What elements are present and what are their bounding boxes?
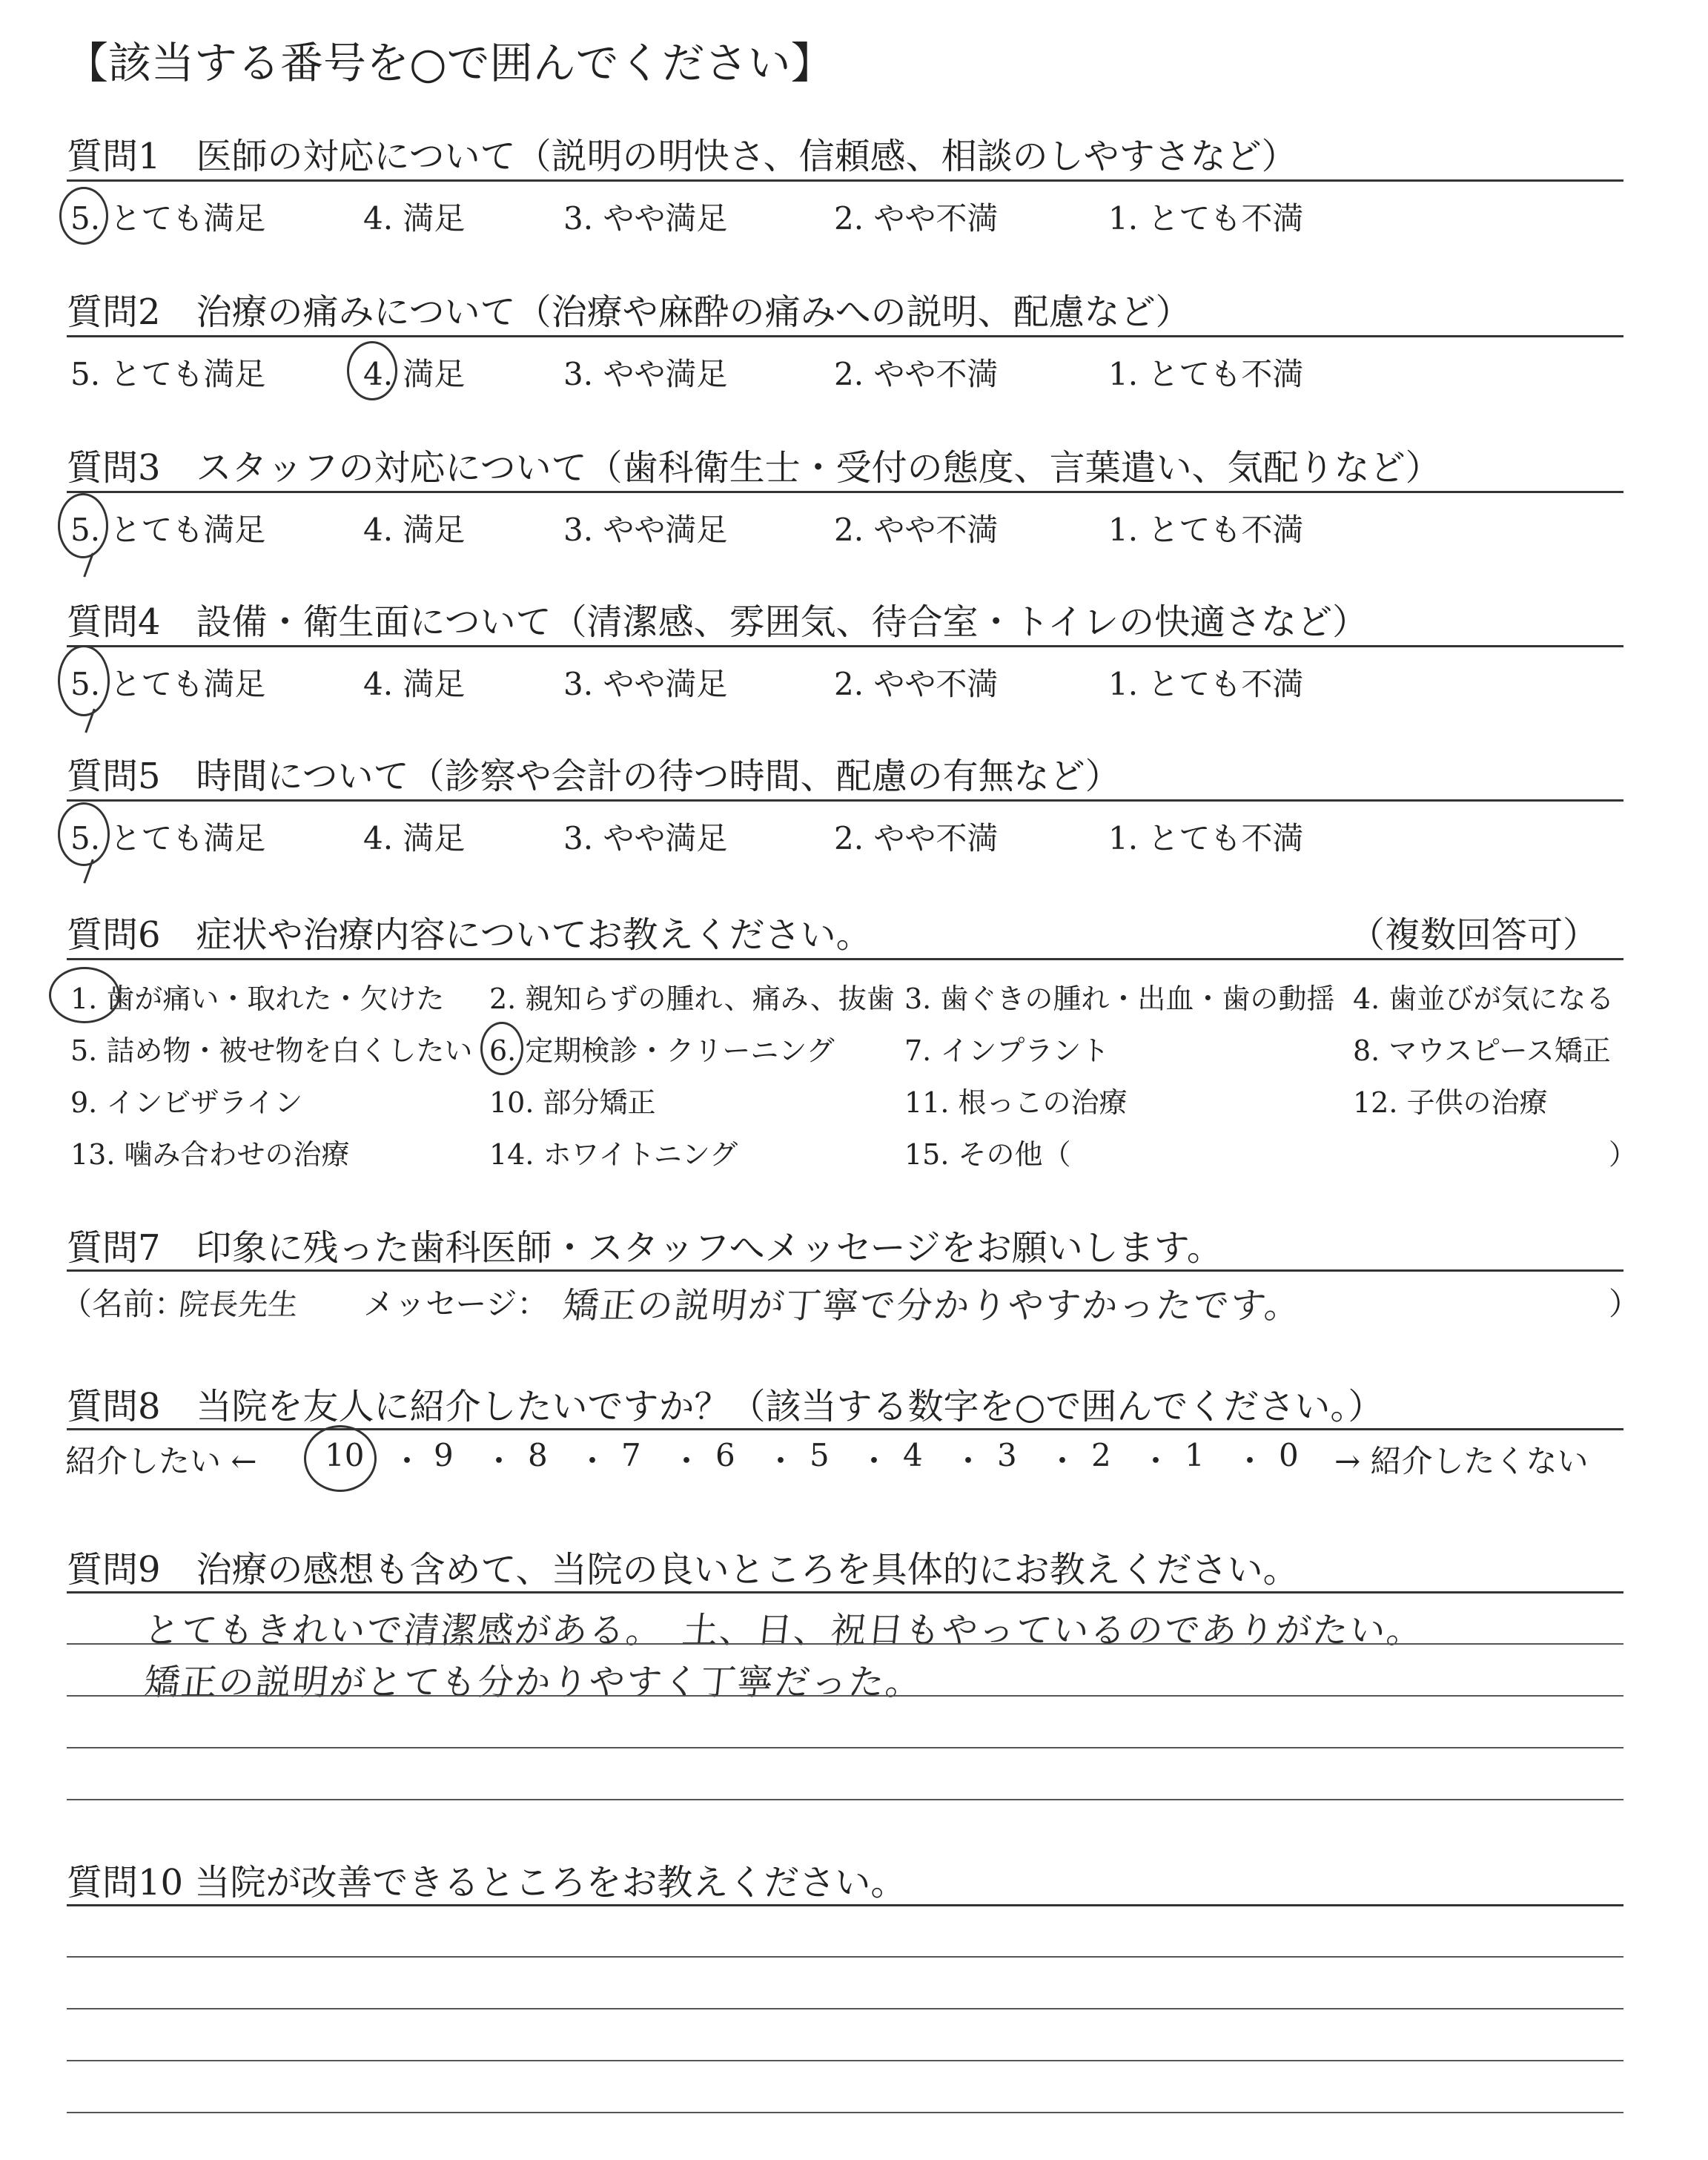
- q4-title: 質問4 設備・衛生面について（清潔感、雰囲気、待合室・トイレの快適さなど）: [67, 601, 1368, 643]
- q8-sep: ・: [1047, 1443, 1079, 1479]
- q5-choice-5[interactable]: 5. とても満足: [70, 820, 266, 856]
- q10-answer-line: [67, 1956, 1623, 1958]
- q1-rule: [67, 179, 1623, 182]
- q9-answer-line-2[interactable]: 矯正の説明がとても分かりやすく丁寧だった。: [142, 1662, 925, 1703]
- q1-choice-4[interactable]: 4. 満足: [363, 200, 466, 237]
- q9-answer-line: [67, 1695, 1623, 1697]
- q8-title: 質問8 当院を友人に紹介したいですか？（該当する数字を○で囲んでください。）: [67, 1386, 1384, 1427]
- q10-answer-line: [67, 2008, 1623, 2009]
- q6-option-15[interactable]: 15. その他（: [904, 1138, 1071, 1171]
- q10-title: 質問10 当院が改善できるところをお教えください。: [67, 1862, 907, 1903]
- q5-choice-1[interactable]: 1. とても不満: [1108, 820, 1304, 856]
- q1-title: 質問1 医師の対応について（説明の明快さ、信頼感、相談のしやすさなど）: [67, 136, 1297, 177]
- q7-close-paren: ）: [1609, 1286, 1641, 1322]
- q8-score-7[interactable]: 7: [621, 1437, 641, 1473]
- q2-rule: [67, 335, 1623, 337]
- q2-title: 質問2 治療の痛みについて（治療や麻酔の痛みへの説明、配慮など）: [67, 291, 1191, 333]
- q8-selection-circle: [304, 1425, 377, 1492]
- q2-choice-4[interactable]: 4. 満足: [363, 356, 466, 392]
- q1-choice-5[interactable]: 5. とても満足: [70, 200, 266, 237]
- q1-choice-1[interactable]: 1. とても不満: [1108, 200, 1304, 237]
- q3-choice-3[interactable]: 3. やや満足: [563, 512, 728, 548]
- q6-option-13[interactable]: 13. 噛み合わせの治療: [70, 1138, 350, 1171]
- q8-score-5[interactable]: 5: [810, 1437, 830, 1473]
- q8-sep: ・: [765, 1443, 797, 1479]
- q10-answer-line: [67, 2112, 1623, 2113]
- q4-choice-5[interactable]: 5. とても満足: [70, 666, 266, 702]
- q8-sep: ・: [577, 1443, 609, 1479]
- q2-choice-3[interactable]: 3. やや満足: [563, 356, 728, 392]
- q9-rule: [67, 1591, 1623, 1593]
- q7-message-label: メッセージ：: [363, 1286, 549, 1322]
- q9-answer-line-1[interactable]: とてもきれいで清潔感がある。 土、日、祝日もやっているのでありがたい。: [142, 1610, 1426, 1651]
- q5-choice-2[interactable]: 2. やや不満: [834, 820, 999, 856]
- q8-score-3[interactable]: 3: [997, 1437, 1017, 1473]
- q5-choice-4[interactable]: 4. 満足: [363, 820, 466, 856]
- q3-choice-4[interactable]: 4. 満足: [363, 512, 466, 548]
- q6-rule: [67, 958, 1623, 960]
- q8-score-10[interactable]: 10: [325, 1437, 365, 1473]
- q3-title: 質問3 スタッフの対応について（歯科衛生士・受付の態度、言葉遣い、気配りなど）: [67, 447, 1441, 489]
- q4-rule: [67, 645, 1623, 647]
- q6-option-5[interactable]: 5. 詰め物・被せ物を白くしたい: [70, 1034, 473, 1067]
- q9-answer-line: [67, 1799, 1623, 1800]
- q7-name-label: （名前：: [61, 1286, 186, 1322]
- q6-title: 質問6 症状や治療内容についてお教えください。: [67, 914, 872, 956]
- q8-rule: [67, 1428, 1623, 1430]
- q6-multiple-note: （複数回答可）: [1349, 914, 1599, 956]
- q6-option-9[interactable]: 9. インビザライン: [70, 1086, 303, 1119]
- q3-choice-1[interactable]: 1. とても不満: [1108, 512, 1304, 548]
- q8-sep: ・: [1234, 1443, 1266, 1479]
- q6-option-2[interactable]: 2. 親知らずの腫れ、痛み、抜歯: [489, 982, 895, 1015]
- q9-title: 質問9 治療の感想も含めて、当院の良いところを具体的にお教えください。: [67, 1549, 1299, 1591]
- q6-selection-circle-6: [480, 1022, 523, 1075]
- q8-left-label: 紹介したい ←: [65, 1443, 257, 1479]
- q8-score-0[interactable]: 0: [1279, 1437, 1299, 1473]
- q1-selection-circle: [59, 187, 108, 245]
- q5-title: 質問5 時間について（診察や会計の待つ時間、配慮の有無など）: [67, 756, 1121, 797]
- q1-choice-3[interactable]: 3. やや満足: [563, 200, 728, 237]
- q5-selection-circle: [58, 802, 110, 866]
- q6-option-12[interactable]: 12. 子供の治療: [1353, 1086, 1548, 1119]
- q8-sep: ・: [483, 1443, 515, 1479]
- q3-selection-circle: [58, 493, 108, 558]
- q2-choice-5[interactable]: 5. とても満足: [70, 356, 266, 392]
- q8-right-label: → 紹介したくない: [1334, 1443, 1589, 1479]
- q2-choice-1[interactable]: 1. とても不満: [1108, 356, 1304, 392]
- q8-sep: ・: [953, 1443, 984, 1479]
- q6-option-6[interactable]: 6. 定期検診・クリーニング: [489, 1034, 835, 1067]
- q6-option-7[interactable]: 7. インプラント: [904, 1034, 1110, 1067]
- q6-option-14[interactable]: 14. ホワイトニング: [489, 1138, 738, 1171]
- q2-selection-circle: [347, 341, 397, 400]
- q6-option-8[interactable]: 8. マウスピース矯正: [1353, 1034, 1611, 1067]
- q7-title: 質問7 印象に残った歯科医師・スタッフへメッセージをお願いします。: [67, 1227, 1222, 1269]
- q9-answer-line: [67, 1747, 1623, 1748]
- q2-choice-2[interactable]: 2. やや不満: [834, 356, 999, 392]
- q4-choice-3[interactable]: 3. やや満足: [563, 666, 728, 702]
- q4-choice-1[interactable]: 1. とても不満: [1108, 666, 1304, 702]
- q4-selection-circle: [58, 645, 110, 716]
- q8-sep: ・: [858, 1443, 890, 1479]
- q3-choice-2[interactable]: 2. やや不満: [834, 512, 999, 548]
- q10-answer-line: [67, 2060, 1623, 2061]
- q7-name-value[interactable]: 院長先生: [177, 1288, 300, 1322]
- q7-message-value[interactable]: 矯正の説明が丁寧で分かりやすかったです。: [560, 1285, 1304, 1327]
- q6-option-11[interactable]: 11. 根っこの治療: [904, 1086, 1128, 1119]
- q3-choice-5[interactable]: 5. とても満足: [70, 512, 266, 548]
- q8-score-1[interactable]: 1: [1185, 1437, 1205, 1473]
- q6-other-close-paren: ）: [1609, 1138, 1638, 1171]
- q8-score-2[interactable]: 2: [1091, 1437, 1111, 1473]
- q9-answer-line: [67, 1643, 1623, 1645]
- q8-sep: ・: [391, 1443, 423, 1479]
- q10-rule: [67, 1904, 1623, 1906]
- q8-score-6[interactable]: 6: [715, 1437, 735, 1473]
- q7-rule: [67, 1269, 1623, 1272]
- q6-option-3[interactable]: 3. 歯ぐきの腫れ・出血・歯の動揺: [904, 982, 1335, 1015]
- q1-choice-2[interactable]: 2. やや不満: [834, 200, 999, 237]
- q8-score-8[interactable]: 8: [528, 1437, 548, 1473]
- q8-score-9[interactable]: 9: [434, 1437, 454, 1473]
- q6-option-10[interactable]: 10. 部分矯正: [489, 1086, 656, 1119]
- q8-sep: ・: [1140, 1443, 1172, 1479]
- q3-rule: [67, 491, 1623, 493]
- q8-score-4[interactable]: 4: [903, 1437, 923, 1473]
- q6-option-4[interactable]: 4. 歯並びが気になる: [1353, 982, 1615, 1015]
- q6-selection-circle-1: [49, 967, 120, 1023]
- instruction-heading: 【該当する番号を○で囲んでください】: [65, 38, 834, 88]
- q6-option-1[interactable]: 1. 歯が痛い・取れた・欠けた: [70, 982, 445, 1015]
- q5-choice-3[interactable]: 3. やや満足: [563, 820, 728, 856]
- q4-choice-2[interactable]: 2. やや不満: [834, 666, 999, 702]
- q5-rule: [67, 799, 1623, 802]
- q8-sep: ・: [671, 1443, 703, 1479]
- q4-choice-4[interactable]: 4. 満足: [363, 666, 466, 702]
